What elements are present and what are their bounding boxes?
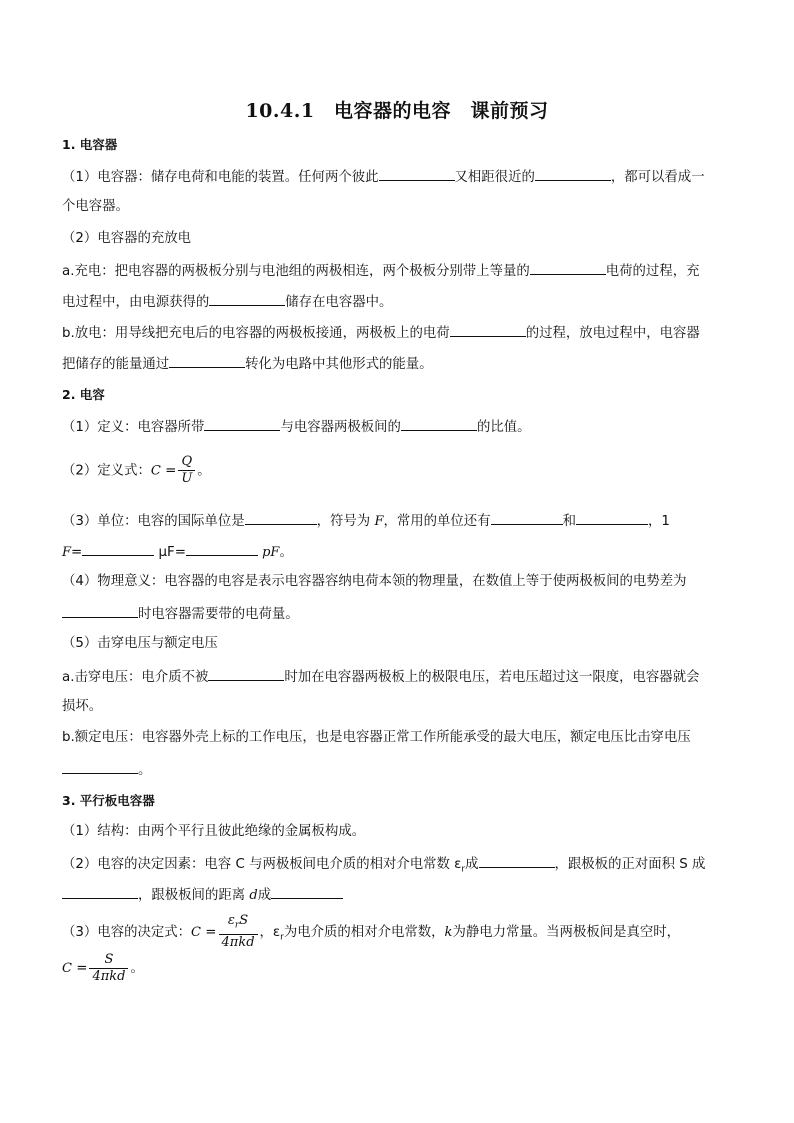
text: 与电容器两极板间的: [280, 420, 401, 435]
epsilon: ε: [227, 913, 235, 928]
unit-symbol: pF: [257, 545, 280, 560]
unit-symbol: F: [374, 514, 384, 529]
fraction-q-over-u: [178, 454, 195, 487]
equals-sign: =: [205, 924, 217, 940]
numerator: Q: [178, 454, 195, 471]
answer-blank[interactable]: [208, 666, 284, 681]
text: 转化为电路中其他形式的能量。: [245, 357, 433, 372]
answer-blank[interactable]: [271, 884, 343, 899]
section-1-heading: 1. 电容器: [62, 137, 118, 152]
text: 和: [562, 514, 576, 529]
answer-blank[interactable]: [169, 353, 245, 368]
answer-blank[interactable]: [535, 166, 611, 181]
s1-charge-line1: [62, 260, 742, 282]
s2-definition: [62, 416, 742, 438]
text: ，1: [647, 514, 670, 529]
s3-vacuum-formula-line: [62, 951, 742, 987]
text: （3）单位：电容的国际单位是: [62, 514, 245, 529]
text: （1）定义：电容器所带: [62, 420, 205, 435]
fraction-eps-s-over-4pikd: [219, 913, 258, 951]
denominator: 4πkd: [92, 968, 126, 984]
text: 的过程，放电过程中，电容器: [525, 326, 700, 341]
s2-breakdown-line1: [62, 666, 742, 688]
answer-blank[interactable]: [576, 510, 648, 525]
formula-lhs: C: [150, 463, 161, 479]
text: 又相距很近的: [454, 170, 535, 185]
answer-blank[interactable]: [209, 291, 285, 306]
s1-p1-line1: [62, 166, 742, 188]
text: 电荷的过程，充: [605, 264, 700, 279]
numerator: S: [89, 952, 128, 969]
answer-blank[interactable]: [479, 853, 555, 868]
answer-blank[interactable]: [62, 884, 138, 899]
s3-factors-line1: [62, 853, 742, 880]
s1-discharge-line2: [62, 353, 742, 375]
text: （3）电容的决定式：: [62, 924, 192, 940]
denominator: U: [181, 471, 193, 486]
section-3-heading: 3. 平行板电容器: [62, 793, 155, 808]
text: a.充电：把电容器的两极板分别与电池组的两极相连，两个极板分别带上等量的: [62, 264, 530, 279]
answer-blank[interactable]: [82, 541, 154, 556]
answer-blank[interactable]: [491, 510, 563, 525]
text: 。: [197, 463, 211, 479]
text: 。: [130, 961, 144, 976]
text: a.击穿电压：电介质不被: [62, 670, 209, 685]
text: 。: [138, 763, 152, 778]
text: ，都可以看成一: [610, 170, 705, 185]
formula-lhs: C: [62, 961, 72, 976]
answer-blank[interactable]: [379, 166, 455, 181]
s1-p1-line2: 个电容器。: [62, 199, 129, 214]
s3-formula-line: [62, 913, 742, 949]
s1-charge-line2: [62, 291, 742, 313]
section-2-heading: 2. 电容: [62, 387, 105, 402]
text: 电过程中，由电源获得的: [62, 295, 210, 310]
variable-d: d: [249, 888, 258, 903]
text: 为静电力常量。当两极板间是真空时，: [452, 924, 681, 940]
text: 时电容器需要带的电荷量。: [138, 607, 299, 622]
s2-rated-line2: [62, 759, 742, 781]
text: 。: [279, 545, 293, 560]
answer-blank[interactable]: [245, 510, 317, 525]
s2-breakdown-line2: 损坏。: [62, 699, 103, 714]
answer-blank[interactable]: [62, 759, 138, 774]
text: （2）电容的决定因素：电容 C 与两极板间电介质的相对介电常数 ε: [62, 857, 462, 872]
equals-sign: =: [165, 463, 177, 479]
answer-blank[interactable]: [186, 541, 258, 556]
s2-meaning-line2: [62, 603, 742, 625]
text: ，跟极板间的距离: [138, 888, 246, 903]
variable-k: k: [444, 924, 453, 940]
answer-blank[interactable]: [62, 603, 138, 618]
s2-voltage-heading: （5）击穿电压与额定电压: [62, 636, 218, 651]
text: ，符号为: [316, 514, 371, 529]
text: 时加在电容器两极板上的极限电压，若电压超过这一限度，电容器就会: [284, 670, 700, 685]
s2-meaning-line1: （4）物理意义：电容器的电容是表示电容器容纳电荷本领的物理量，在数值上等于使两极板间的电势差为: [62, 574, 687, 589]
answer-blank[interactable]: [450, 322, 526, 337]
numerator: [219, 913, 258, 935]
answer-blank[interactable]: [530, 260, 606, 275]
s3-structure: （1）结构：由两个平行且彼此绝缘的金属板构成。: [62, 824, 366, 839]
s1-discharge-line1: [62, 322, 742, 344]
text: b.放电：用导线把充电后的电容器的两极板接通，两极板上的电荷: [62, 326, 450, 341]
unit-symbol: F: [62, 545, 72, 560]
subscript: r: [234, 920, 240, 931]
equals-sign: =: [76, 961, 88, 976]
s2-unit-line2: [62, 541, 742, 563]
text: （2）定义式：: [62, 463, 151, 479]
s2-unit-line1: [62, 510, 742, 532]
text: μF=: [154, 545, 186, 560]
text: ，常用的单位还有: [383, 514, 491, 529]
s2-rated-line1: b.额定电压：电容器外壳上标的工作电压，也是电容器正常工作所能承受的最大电压，额定电压比击穿电压: [62, 730, 691, 745]
area-s: S: [239, 913, 249, 928]
formula-lhs: C: [191, 924, 201, 940]
s2-formula-line: [62, 454, 742, 488]
text: 储存在电容器中。: [285, 295, 393, 310]
text: 成: [465, 857, 479, 872]
fraction-s-over-4pikd: [89, 952, 128, 985]
text: 为电介质的相对介电常数，: [283, 924, 445, 940]
text: 把储存的能量通过: [62, 357, 170, 372]
text: ，跟极板的正对面积 S 成: [554, 857, 706, 872]
text: 成: [257, 888, 272, 903]
s1-p2: （2）电容器的充放电: [62, 231, 192, 246]
text: ，ε: [259, 924, 281, 940]
denominator: 4πkd: [221, 934, 255, 950]
page-title: 10.4.1 电容器的电容 课前预习: [245, 100, 549, 122]
text: （1）电容器：储存电荷和电能的装置。任何两个彼此: [62, 170, 379, 185]
text: 的比值。: [476, 420, 531, 435]
answer-blank[interactable]: [204, 416, 280, 431]
subscript: r: [280, 932, 284, 943]
s3-factors-line2: [62, 884, 742, 906]
text: =: [71, 545, 83, 560]
subscript: r: [461, 864, 466, 875]
answer-blank[interactable]: [401, 416, 477, 431]
